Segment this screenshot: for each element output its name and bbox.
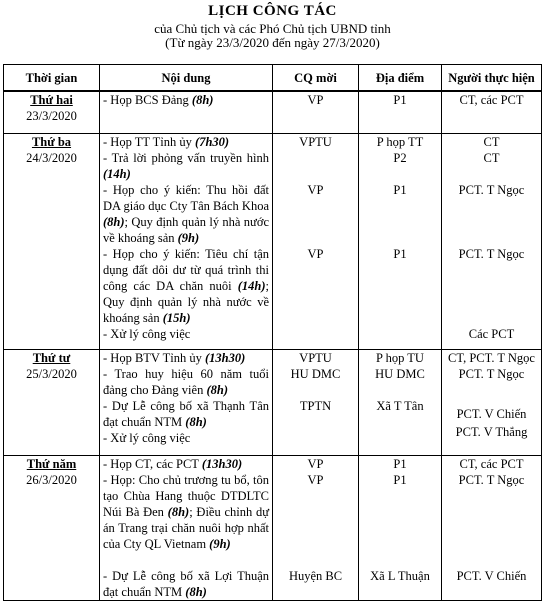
person-value: PCT. V Chiến xyxy=(456,406,527,421)
location-cell xyxy=(359,133,442,349)
col-header-time: Thời gian xyxy=(4,65,100,92)
location-value: Xã L Thuận xyxy=(370,568,430,583)
location-value: P1 xyxy=(393,456,407,471)
person-value: CT xyxy=(483,150,500,165)
location-value: P1 xyxy=(393,472,407,487)
col-header-inviter: CQ mời xyxy=(273,65,359,92)
inviter-value: VP xyxy=(307,246,324,261)
location-value: P2 xyxy=(393,150,407,165)
location-cell xyxy=(359,91,442,133)
content-cell xyxy=(100,455,273,600)
table-row xyxy=(4,349,542,455)
agenda-item: - Dự Lễ công bố xã Thạnh Tân đạt chuẩn NTM xyxy=(103,398,269,429)
day-date: 26/3/2020 xyxy=(26,472,77,487)
person-value: PCT. V Chiến xyxy=(456,568,527,583)
agenda-time: (7h30) xyxy=(195,134,230,149)
inviter-value: Huyện BC xyxy=(288,568,343,583)
person-cell xyxy=(442,455,542,600)
agenda-time: (8h) xyxy=(185,584,207,599)
location-cell xyxy=(359,349,442,455)
person-value: PCT. T Ngọc xyxy=(458,246,525,261)
day-cell xyxy=(4,133,100,349)
day-date: 25/3/2020 xyxy=(26,366,77,381)
inviter-cell xyxy=(273,133,359,349)
agenda-item: - Xử lý công việc xyxy=(103,430,191,445)
col-header-location: Địa điểm xyxy=(359,65,442,92)
day-cell xyxy=(4,349,100,455)
person-value: PCT. T Ngọc xyxy=(458,182,525,197)
page-title: LỊCH CÔNG TÁC xyxy=(208,3,337,19)
agenda-item: - Xử lý công việc xyxy=(103,326,191,341)
col-header-content: Nội dung xyxy=(100,65,273,92)
inviter-value: VP xyxy=(307,93,324,107)
inviter-cell xyxy=(273,455,359,600)
content-cell xyxy=(100,133,273,349)
schedule-table xyxy=(3,64,542,601)
day-name: Thứ tư xyxy=(32,350,71,365)
inviter-value: HU DMC xyxy=(290,366,341,381)
agenda-item: - Họp cho ý kiến: Thu hồi đất DA giáo dục Cty Tân Bách Khoa (8h); Quy định quản lý nhà nước về khoáng sản (9h) xyxy=(103,182,269,245)
day-name: Thứ hai xyxy=(30,93,73,107)
inviter-value: VP xyxy=(307,472,324,487)
table-header-row xyxy=(4,65,542,92)
location-value: P họp TU xyxy=(376,350,424,365)
inviter-value: TPTN xyxy=(299,398,332,413)
table-row xyxy=(4,133,542,349)
person-cell xyxy=(442,349,542,455)
person-value: PCT. T Ngọc xyxy=(458,366,525,381)
day-date: 23/3/2020 xyxy=(26,109,77,123)
person-value: CT, các PCT xyxy=(459,93,524,107)
person-value: CT xyxy=(483,134,500,149)
location-cell xyxy=(359,455,442,600)
agenda-time: (13h30) xyxy=(204,350,246,365)
content-cell xyxy=(100,349,273,455)
agenda-item: - Họp cho ý kiến: Tiêu chí tận dụng đất dôi dư từ quá trình thi công các DA chăn nuôi (14h); Quy định quản lý nhà nước về khoáng sản (15h) xyxy=(103,246,269,325)
inviter-cell xyxy=(273,349,359,455)
location-value: P1 xyxy=(393,93,407,107)
table-row xyxy=(4,455,542,600)
agenda-item: - Họp: Cho chủ trương tu bổ, tôn tạo Chùa Hang thuộc DTDLTC Núi Bà Đen (8h); Điều chỉnh dự án Trang trại chăn nuôi hợp nhất của Cty QL Vietnam (9h) xyxy=(103,472,269,551)
person-value: CT, PCT. T Ngọc xyxy=(448,350,535,365)
inviter-value: VP xyxy=(307,456,324,471)
location-value: P họp TT xyxy=(376,134,424,149)
day-cell xyxy=(4,455,100,600)
agenda-item: - Họp CT, các PCT xyxy=(103,456,202,471)
page-subtitle: của Chủ tịch và các Phó Chủ tịch UBND tỉnh xyxy=(154,21,391,36)
agenda-time: (8h) xyxy=(185,414,207,429)
agenda-item: - Họp BCS Đảng xyxy=(103,93,192,107)
agenda-time: (8h) xyxy=(191,93,214,107)
day-cell xyxy=(4,91,100,133)
day-name: Thứ năm xyxy=(26,456,77,471)
inviter-value: VPTU xyxy=(299,350,332,365)
location-value: P1 xyxy=(393,246,407,261)
person-value: PCT. T Ngọc xyxy=(458,472,525,487)
agenda-item: - Họp BTV Tỉnh ủy xyxy=(103,350,205,365)
agenda-item: - Họp TT Tỉnh ủy xyxy=(103,134,196,149)
person-value: Các PCT xyxy=(468,326,515,341)
location-value: HU DMC xyxy=(375,366,425,381)
inviter-value xyxy=(276,150,355,182)
person-value: CT, các PCT xyxy=(459,456,524,471)
col-header-person: Người thực hiện xyxy=(442,65,542,92)
agenda-item: - Trao huy hiệu 60 năm tuổi đảng cho Đảng viên xyxy=(103,366,269,397)
inviter-value: VPTU xyxy=(299,134,332,149)
agenda-time: (14h) xyxy=(103,166,131,181)
agenda-time: (13h30) xyxy=(201,456,243,471)
inviter-cell xyxy=(273,91,359,133)
person-cell xyxy=(442,91,542,133)
agenda-time: (8h) xyxy=(206,382,228,397)
content-cell xyxy=(100,91,273,133)
day-name: Thứ ba xyxy=(31,134,72,149)
location-value: P1 xyxy=(393,182,407,197)
table-row xyxy=(4,91,542,133)
agenda-item: - Dự Lễ công bố xã Lợi Thuận đạt chuẩn NTM xyxy=(103,568,269,599)
date-range: (Từ ngày 23/3/2020 đến ngày 27/3/2020) xyxy=(165,35,380,50)
agenda-item: - Trả lời phỏng vấn truyền hình xyxy=(103,150,269,165)
day-date: 24/3/2020 xyxy=(26,150,77,165)
inviter-value: VP xyxy=(307,182,324,197)
person-cell xyxy=(442,133,542,349)
person-value: PCT. V Thắng xyxy=(455,424,528,439)
location-value: Xã T Tân xyxy=(376,398,424,413)
